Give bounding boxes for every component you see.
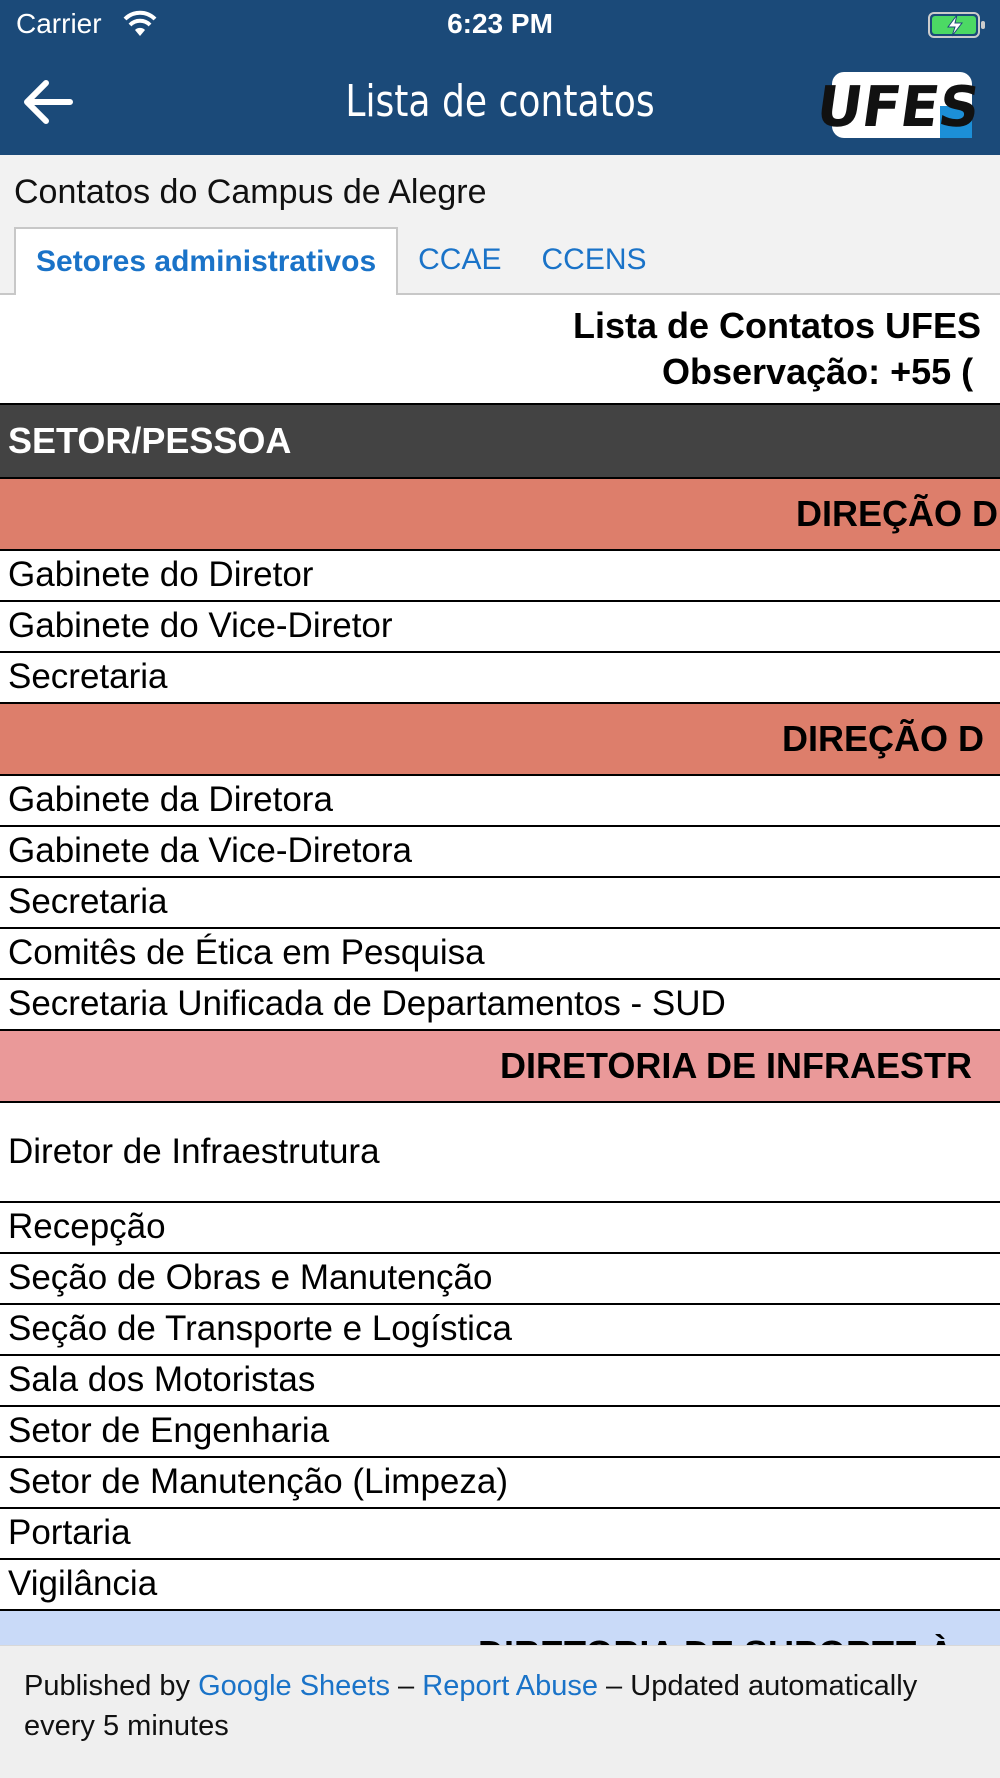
section-heading [0,1031,1000,1103]
table-row: Secretaria Unificada de Departamentos - SUD [0,980,1000,1031]
tab-ccens[interactable]: CCENS [541,243,647,276]
table-row: Gabinete do Diretor [0,551,1000,602]
table-row: Secretaria [0,878,1000,929]
footer-text [24,1666,924,1746]
publish-footer [0,1645,1000,1778]
sheet-note: Observação: +55 ( [662,351,974,392]
separator: – [398,1670,415,1702]
table-row: Sala dos Motoristas [0,1356,1000,1407]
document-title: Contatos do Campus de Alegre [14,173,487,211]
svg-text:UFES: UFES [812,75,984,140]
table-row: Gabinete do Vice-Diretor [0,602,1000,653]
table-row: Gabinete da Vice-Diretora [0,827,1000,878]
report-abuse-link[interactable]: Report Abuse [422,1670,598,1702]
tab-ccae[interactable]: CCAE [418,243,502,276]
section-heading-text: DIREÇÃO D [796,493,999,534]
table-row: Seção de Obras e Manutenção [0,1254,1000,1305]
section-heading-text: DIREÇÃO D [782,718,985,759]
table-row: Vigilância [0,1560,1000,1611]
table-row: Secretaria [0,653,1000,704]
table-row: Portaria [0,1509,1000,1560]
navigation-bar [0,50,1000,155]
tab-setores-administrativos[interactable]: Setores administrativos [14,227,398,295]
update-frequency-label: Updated automatically every 5 minutes [24,1670,918,1742]
spreadsheet-table [0,295,1000,1683]
page-title: Lista de contatos [345,76,655,127]
section-heading [0,479,1000,551]
table-row: Recepção [0,1203,1000,1254]
table-row: Gabinete da Diretora [0,776,1000,827]
table-row: Comitês de Ética em Pesquisa [0,929,1000,980]
back-arrow-icon[interactable] [20,74,76,130]
google-sheets-link[interactable]: Google Sheets [198,1670,390,1702]
separator: – [606,1670,623,1702]
battery-charging-icon [928,10,988,40]
table-row: Seção de Transporte e Logística [0,1305,1000,1356]
section-heading-text: DIRETORIA DE INFRAESTR [500,1045,973,1086]
sheet-tabs [14,227,667,295]
section-heading [0,704,1000,776]
published-by-label: Published by [24,1670,191,1702]
sheet-title: Lista de Contatos UFES [573,305,982,346]
sheet-viewer[interactable] [0,155,1000,1645]
sheet-title-block [0,295,1000,405]
table-row: Setor de Manutenção (Limpeza) [0,1458,1000,1509]
table-row: Setor de Engenharia [0,1407,1000,1458]
ufes-logo [812,66,984,142]
column-header: SETOR/PESSOA [0,405,1000,479]
carrier-label: Carrier [16,8,102,39]
sheet-header [0,155,1000,295]
status-bar [0,0,1000,50]
table-row: Diretor de Infraestrutura [0,1103,1000,1203]
clock: 6:23 PM [447,8,553,39]
